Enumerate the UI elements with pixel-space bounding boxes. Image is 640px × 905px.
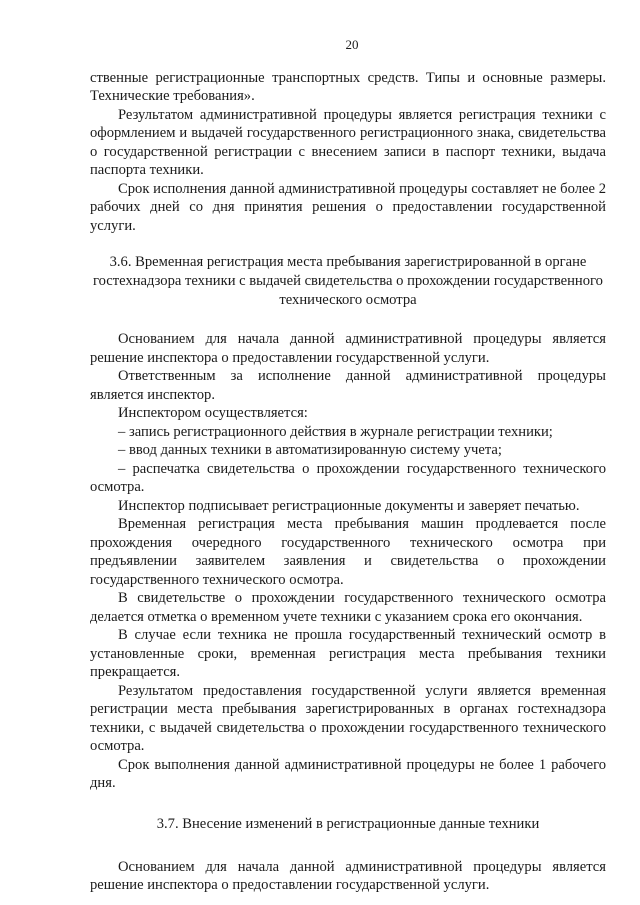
paragraph: В случае если техника не прошла государственный технический осмотр в установленные сроки, временная регистрация места пребывания техники прекращается. — [90, 627, 606, 680]
paragraph: Инспектор подписывает регистрационные документы и заверяет печатью. — [118, 497, 580, 514]
page-number: 20 — [345, 37, 359, 52]
section-heading-3-6: 3.6. Временная регистрация места пребывания зарегистрированной в органе гостехнадзора техники с выдачей свидетельства о прохождении государственного технического осмотра — [93, 254, 603, 308]
paragraph: Временная регистрация места пребывания машин продлевается после прохождения очередного государственного технического осмотра при предъявлении заявителем заявления и свидетельства о прохождении государственного технического осмотра. — [90, 516, 606, 588]
paragraph: Инспектором осуществляется: — [118, 405, 308, 421]
list-item: – распечатка свидетельства о прохождении государственного технического осмотра. — [90, 460, 606, 495]
paragraph-continuation: ственные регистрационные транспортных средств. Типы и основные размеры. Технические требования». — [90, 69, 606, 104]
list-item: – ввод данных техники в автоматизированную систему учета; — [118, 442, 502, 458]
paragraph: Основанием для начала данной административной процедуры является решение инспектора о предоставлении государственной услуги. — [90, 858, 606, 893]
paragraph: В свидетельстве о прохождении государственного технического осмотра делается отметка о временном учете техники с указанием срока его окончания. — [90, 590, 606, 625]
paragraph: Срок выполнения данной административной процедуры не более 1 рабочего дня. — [90, 756, 606, 791]
paragraph: Результатом предоставления государственной услуги является временная регистрации места пребывания зарегистрированных в органах гостехнадзора техники, с выдачей свидетельства о прохождении государственного технического осмотра. — [90, 682, 606, 754]
paragraph: Ответственным за исполнение данной административной процедуры является инспектор. — [90, 368, 606, 403]
paragraph-deadline: Срок исполнения данной административной процедуры составляет не более 2 рабочих дней со дня принятия решения о предоставлении государственной услуги. — [90, 180, 606, 234]
section-heading-3-7: 3.7. Внесение изменений в регистрационные данные техники — [156, 815, 540, 832]
paragraph-result: Результатом административной процедуры является регистрация техники с оформлением и выдачей государственного регистрационного знака, свидетельства о государственной регистрации с внесением записи в паспорт техники, выдача паспорта техники. — [90, 106, 606, 178]
paragraph: Основанием для начала данной административной процедуры является решение инспектора о предоставлении государственной услуги. — [90, 331, 606, 366]
list-item: – запись регистрационного действия в журнале регистрации техники; — [118, 423, 553, 440]
